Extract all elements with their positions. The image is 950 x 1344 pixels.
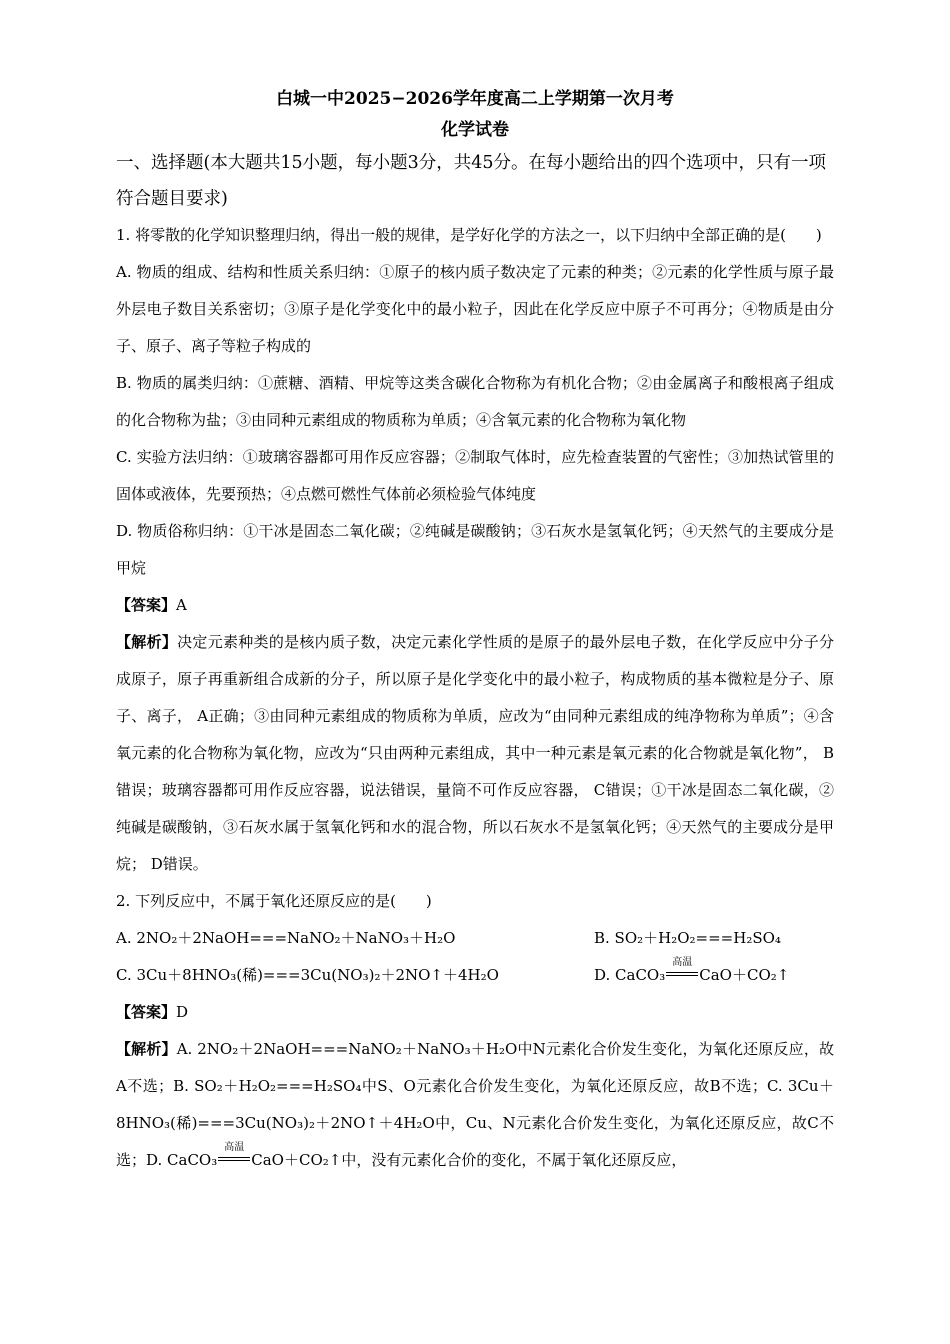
- document-title: 白城一中2025−2026学年度高二上学期第一次月考: [276, 89, 674, 109]
- q2-option-b: B. SO₂＋H₂O₂===H₂SO₄: [594, 929, 781, 947]
- analysis-text-2: CaO＋CO₂↑中，没有元素化合价的变化，不属于氧化还原反应，: [251, 1151, 687, 1169]
- q1-analysis: [116, 624, 834, 883]
- answer-tag: 【答案】: [116, 596, 177, 614]
- q2-analysis: [116, 1031, 834, 1179]
- q1-answer: [116, 587, 834, 624]
- q2-option-c: C. 3Cu＋8HNO₃(稀)===3Cu(NO₃)₂＋2NO↑＋4H₂O: [116, 966, 499, 984]
- q2-options-row-2: [116, 957, 834, 994]
- q2-stem: 2. 下列反应中，不属于氧化还原反应的是( ): [116, 892, 432, 910]
- analysis-text-1: A. 2NO₂＋2NaOH===NaNO₂＋NaNO₃＋H₂O中N元素化合价发生变化，为氧化还原反应，故A不选；B. SO₂＋H₂O₂===H₂SO₄中S、O元素化合价发生变化，为氧化还原反应，故B不选；C. 3Cu＋8HNO₃(稀)===3Cu(NO₃)₂＋2NO↑＋4H₂O中，Cu、N元素化合价发生变化，为氧化还原反应，故C不选；D. CaCO₃: [116, 1040, 834, 1169]
- q2-option-a: A. 2NO₂＋2NaOH===NaNO₂＋NaNO₃＋H₂O: [116, 929, 456, 947]
- analysis-text: 决定元素种类的是核内质子数，决定元素化学性质的是原子的最外层电子数，在化学反应中分子分成原子，原子再重新组合成新的分子，所以原子是化学变化中的最小粒子，构成物质的基本微粒是分子、原子、离子， A正确；③由同种元素组成的物质称为单质，应改为“由同种元素组成的纯净物称为单质”；④含氧元素的化合物称为氧化物，应改为“只由两种元素组成，其中一种元素是氧元素的化合物就是氧化物”， B错误；玻璃容器都可用作反应容器，说法错误，量筒不可作反应容器， C错误；①干冰是固态二氧化碳，②纯碱是碳酸钠，③石灰水属于氢氧化钙和水的混合物，所以石灰水不是氢氧化钙；④天然气的主要成分是甲烷； D错误。: [116, 633, 834, 873]
- reaction-condition-high-temp: 高温: [665, 967, 699, 981]
- q2-options-row-1: [116, 920, 834, 957]
- section-heading: 一、选择题(本大题共15小题，每小题3分，共45分。在每小题给出的四个选项中，只有一项符合题目要求): [116, 153, 826, 209]
- q2-option-d: D. CaCO₃ 高温 CaO＋CO₂↑: [594, 957, 790, 984]
- q1-stem: 1. 将零散的化学知识整理归纳，得出一般的规律，是学好化学的方法之一，以下归纳中全部正确的是( ): [116, 226, 822, 244]
- analysis-tag: 【解析】: [116, 633, 178, 651]
- document-subtitle: 化学试卷: [441, 120, 509, 140]
- q1-option-c: C. 实验方法归纳：①玻璃容器都可用作反应容器；②制取气体时，应先检查装置的气密性；③加热试管里的固体或液体，先要预热；④点燃可燃性气体前必须检验气体纯度: [116, 448, 834, 503]
- answer-value: D: [176, 1003, 189, 1021]
- q2-answer: [116, 994, 834, 1031]
- q1-option-d: D. 物质俗称归纳：①干冰是固态二氧化碳；②纯碱是碳酸钠；③石灰水是氢氧化钙；④天然气的主要成分是甲烷: [116, 522, 834, 577]
- answer-tag: 【答案】: [116, 1003, 177, 1021]
- q1-option-a: A. 物质的组成、结构和性质关系归纳：①原子的核内质子数决定了元素的种类；②元素的化学性质与原子最外层电子数目关系密切；③原子是化学变化中的最小粒子，因此在化学反应中原子不可再分；④物质是由分子、原子、离子等粒子构成的: [116, 263, 834, 355]
- analysis-tag: 【解析】: [116, 1040, 177, 1058]
- q1-option-b: B. 物质的属类归纳：①蔗糖、酒精、甲烷等这类含碳化合物称为有机化合物；②由金属离子和酸根离子组成的化合物称为盐；③由同种元素组成的物质称为单质；④含氧元素的化合物称为氧化物: [116, 374, 834, 429]
- answer-value: A: [176, 596, 187, 614]
- reaction-condition-high-temp: 高温: [217, 1152, 251, 1166]
- document-page: [116, 88, 834, 1179]
